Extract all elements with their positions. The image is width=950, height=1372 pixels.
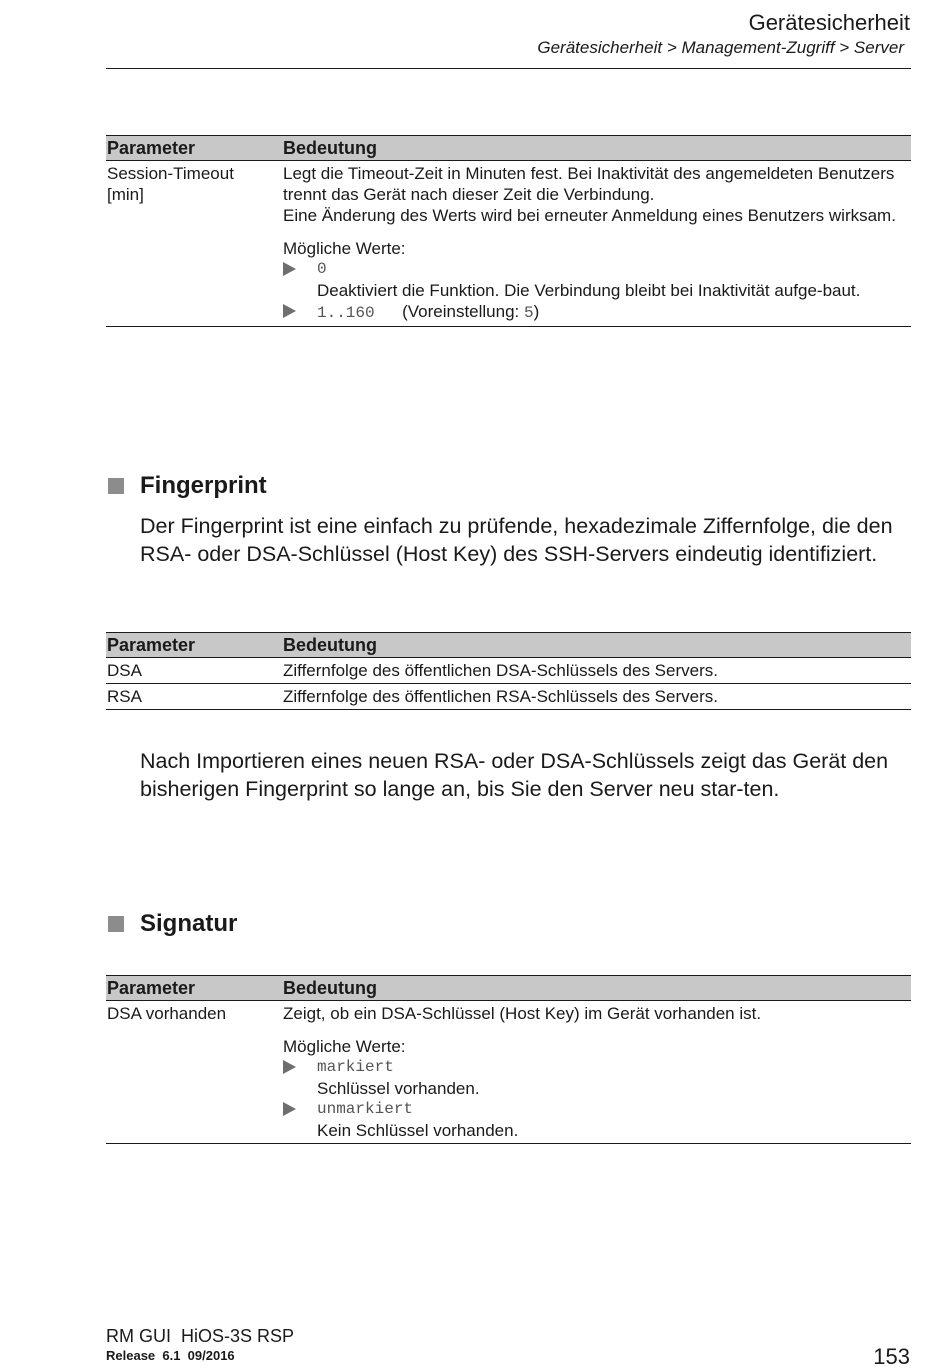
list-item bbox=[283, 1099, 911, 1141]
square-bullet-icon bbox=[108, 478, 124, 494]
column-header-meaning: Bedeutung bbox=[283, 634, 377, 655]
fingerprint-parameter-table bbox=[106, 632, 911, 710]
list-item: 1..160 (Voreinstellung: 5) bbox=[283, 301, 911, 324]
triangle-bullet-icon bbox=[283, 304, 296, 318]
description-text: Zeigt, ob ein DSA-Schlüssel (Host Key) im Gerät vorhanden ist. bbox=[283, 1004, 762, 1023]
possible-values-label: Mögliche Werte: bbox=[283, 1037, 406, 1056]
value-code: 0 bbox=[317, 260, 327, 278]
fingerprint-intro: Der Fingerprint ist eine einfach zu prüfende, hexadezimale Ziffernfolge, die den RSA- oder DSA-Schlüssel (Host Key) des SSH-Servers eindeutig identifiziert. bbox=[140, 514, 893, 566]
header-divider bbox=[106, 68, 911, 69]
footer-release: Release 6.1 09/2016 bbox=[106, 1348, 235, 1363]
value-description: (Voreinstellung: bbox=[402, 302, 524, 321]
description-text: Eine Änderung des Werts wird bei erneuter Anmeldung eines Benutzers wirksam. bbox=[283, 206, 896, 225]
value-code: 1..160 bbox=[317, 304, 375, 322]
section-heading-signatur: Signatur bbox=[108, 910, 237, 938]
fingerprint-note: Nach Importieren eines neuen RSA- oder DSA-Schlüssels zeigt das Gerät den bisherigen Fingerprint so lange an, bis Sie den Server neu star-ten. bbox=[140, 749, 889, 801]
parameter-meaning: Ziffernfolge des öffentlichen DSA-Schlüssels des Servers. bbox=[283, 661, 718, 680]
possible-values-label: Mögliche Werte: bbox=[283, 239, 406, 258]
page-number: 153 bbox=[873, 1344, 910, 1369]
parameter-meaning: Ziffernfolge des öffentlichen RSA-Schlüssels des Servers. bbox=[283, 687, 718, 706]
signatur-parameter-table bbox=[106, 975, 911, 1144]
triangle-bullet-icon bbox=[283, 1102, 296, 1116]
description-text: Legt die Timeout-Zeit in Minuten fest. Bei Inaktivität des angemeldeten Benutzers trennt das Gerät nach dieser Zeit die Verbindung. bbox=[283, 164, 895, 204]
parameter-name: Session-Timeout [min] bbox=[107, 164, 234, 204]
column-header-parameter: Parameter bbox=[107, 634, 196, 655]
table-header bbox=[106, 135, 911, 161]
table-header bbox=[106, 632, 911, 658]
parameter-name: RSA bbox=[107, 687, 142, 706]
square-bullet-icon bbox=[108, 916, 124, 932]
table-row bbox=[106, 1001, 911, 1144]
table-row bbox=[106, 684, 911, 710]
list-item bbox=[283, 259, 911, 301]
footer-document-name: RM GUI HiOS-3S RSP bbox=[106, 1326, 295, 1346]
parameter-meaning bbox=[283, 161, 911, 326]
session-parameter-table bbox=[106, 135, 911, 327]
list-item bbox=[283, 1057, 911, 1099]
triangle-bullet-icon bbox=[283, 262, 296, 276]
triangle-bullet-icon bbox=[283, 1060, 296, 1074]
column-header-meaning: Bedeutung bbox=[283, 137, 377, 158]
table-header bbox=[106, 975, 911, 1001]
column-header-parameter: Parameter bbox=[107, 137, 196, 158]
breadcrumb: Gerätesicherheit > Management-Zugriff > Server bbox=[537, 38, 904, 57]
table-row bbox=[106, 658, 911, 684]
default-value: 5 bbox=[523, 304, 534, 322]
value-code: markiert bbox=[317, 1058, 394, 1076]
column-header-parameter: Parameter bbox=[107, 977, 196, 998]
value-description: Kein Schlüssel vorhanden. bbox=[317, 1121, 519, 1140]
value-description: Deaktiviert die Funktion. Die Verbindung bleibt bei Inaktivität aufge-baut. bbox=[317, 281, 861, 300]
value-description: Schlüssel vorhanden. bbox=[317, 1079, 480, 1098]
page-header-title: Gerätesicherheit bbox=[748, 10, 910, 35]
table-row bbox=[106, 161, 911, 327]
parameter-name: DSA vorhanden bbox=[107, 1004, 227, 1023]
value-code: unmarkiert bbox=[317, 1100, 414, 1118]
column-header-meaning: Bedeutung bbox=[283, 977, 377, 998]
section-heading-fingerprint: Fingerprint bbox=[108, 472, 267, 500]
parameter-meaning bbox=[283, 1001, 911, 1143]
parameter-name: DSA bbox=[107, 661, 142, 680]
